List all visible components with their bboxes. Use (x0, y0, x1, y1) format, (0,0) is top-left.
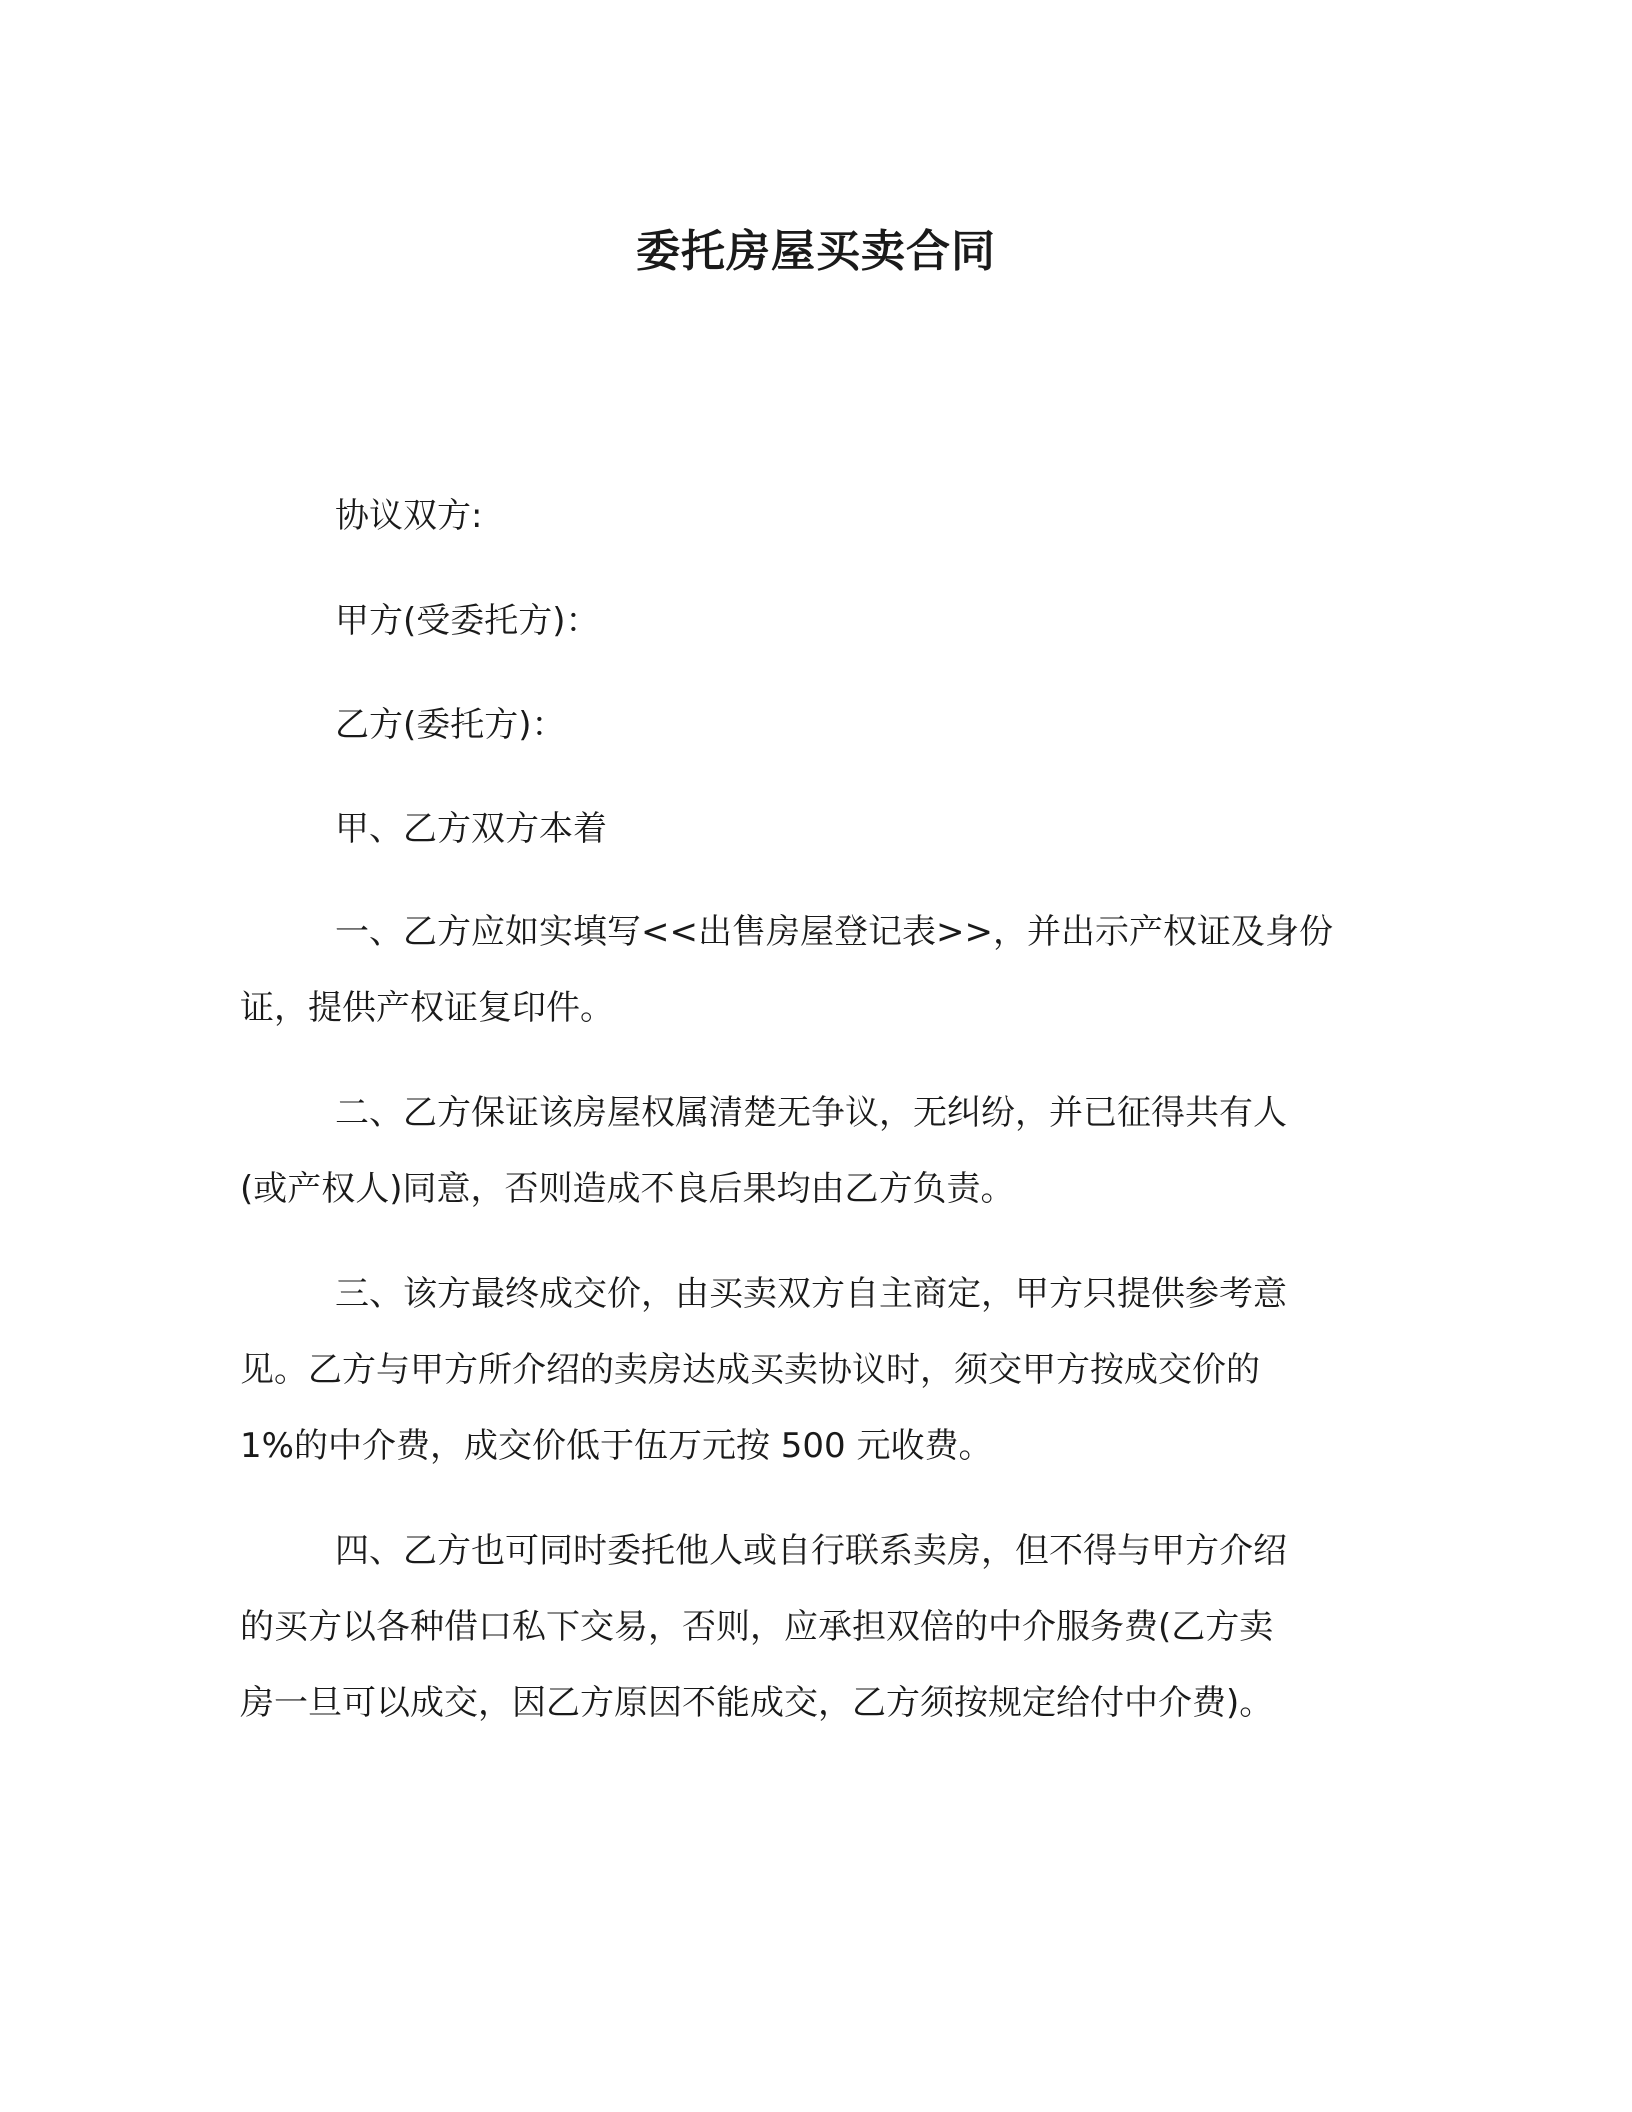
clause-4-line-1: 四、乙方也可同时委托他人或自行联系卖房，但不得与甲方介绍 (335, 1531, 1287, 1571)
clause-2-line-2: (或产权人)同意，否则造成不良后果均由乙方负责。 (240, 1169, 1015, 1209)
clause-1-line-2: 证，提供产权证复印件。 (240, 988, 614, 1028)
clause-4-line-2: 的买方以各种借口私下交易，否则，应承担双倍的中介服务费(乙方卖 (240, 1607, 1274, 1647)
document-title: 委托房屋买卖合同 (636, 226, 996, 277)
clause-4-line-3: 房一旦可以成交，因乙方原因不能成交，乙方须按规定给付中介费)。 (240, 1683, 1274, 1723)
preamble-line: 甲、乙方双方本着 (335, 809, 607, 849)
party-b-line: 乙方(委托方)： (335, 705, 566, 745)
clause-3-line-2: 见。乙方与甲方所介绍的卖房达成买卖协议时，须交甲方按成交价的 (240, 1350, 1260, 1390)
clause-2-line-1: 二、乙方保证该房屋权属清楚无争议，无纠纷，并已征得共有人 (335, 1093, 1287, 1133)
parties-heading: 协议双方: (335, 496, 483, 536)
clause-1-line-1: 一、乙方应如实填写<<出售房屋登记表>>，并出示产权证及身份 (335, 912, 1333, 952)
party-a-line: 甲方(受委托方)： (335, 601, 600, 641)
clause-3-line-3: 1%的中介费，成交价低于伍万元按 500 元收费。 (240, 1426, 993, 1466)
clause-3-line-1: 三、该方最终成交价，由买卖双方自主商定，甲方只提供参考意 (335, 1274, 1287, 1314)
